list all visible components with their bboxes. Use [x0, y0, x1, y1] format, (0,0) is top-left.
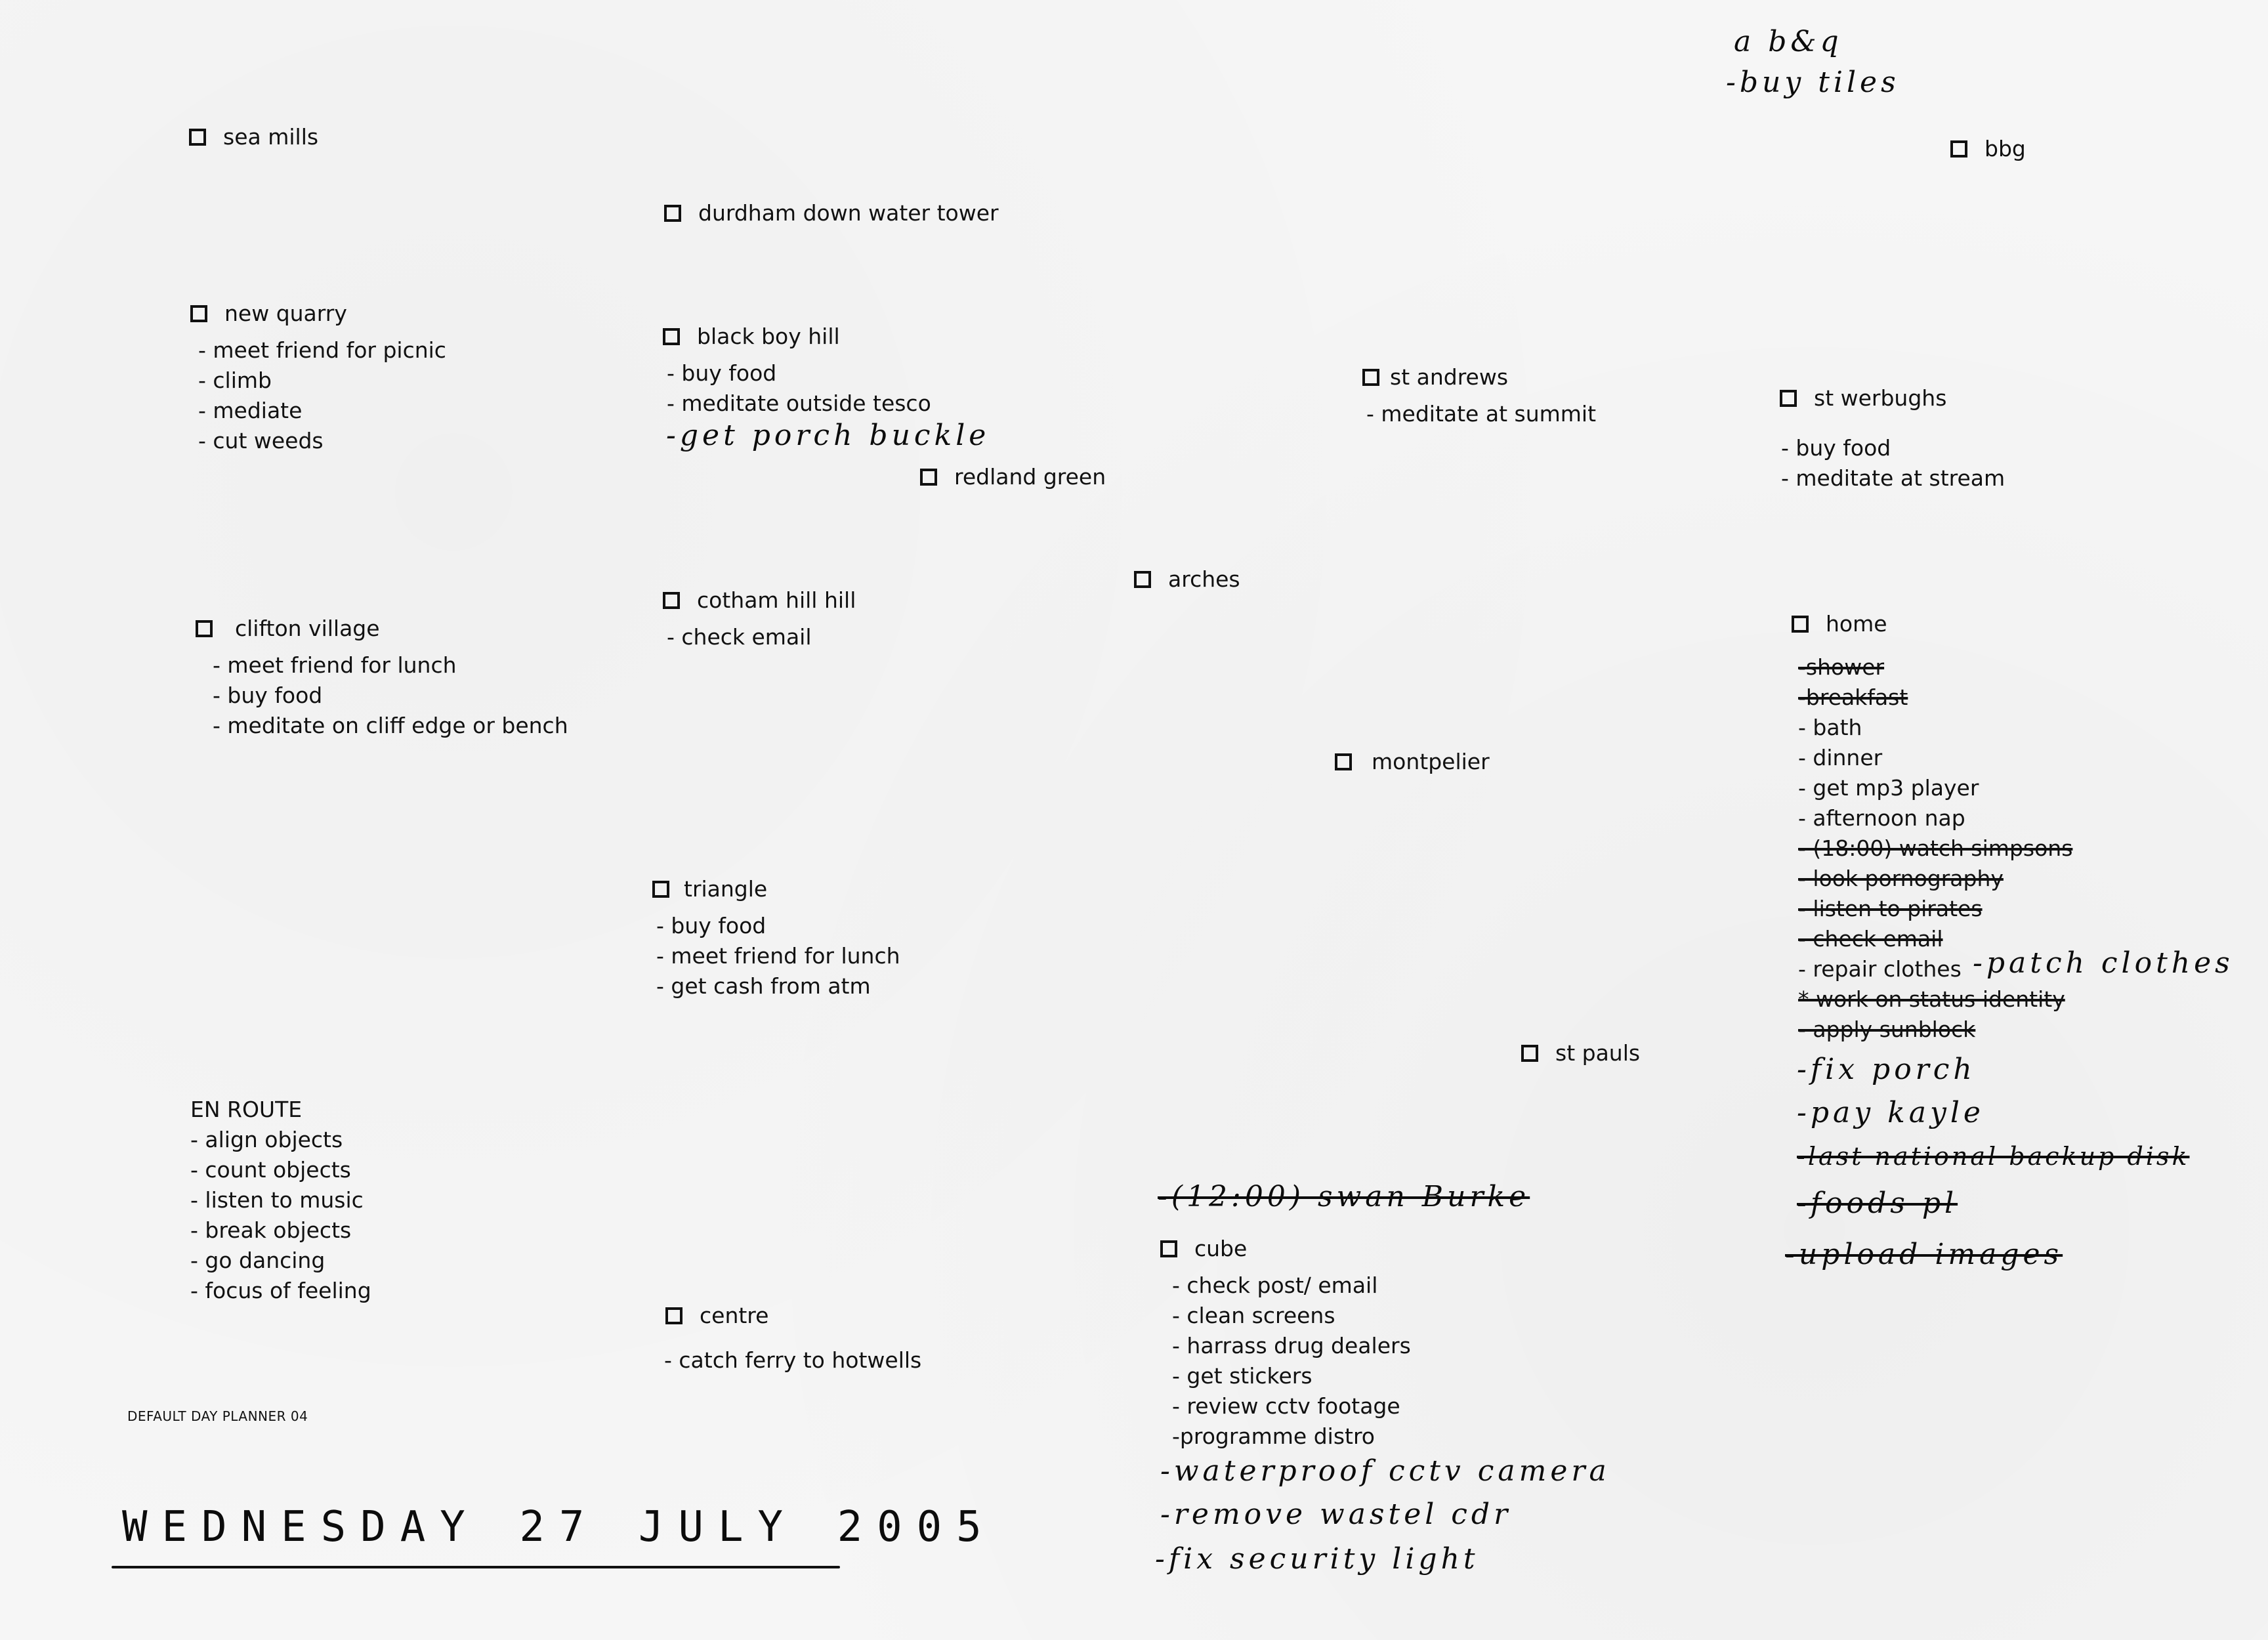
- handwritten-corner-note-line1: a b&q: [1734, 25, 1843, 58]
- task-item: - climb: [198, 368, 272, 393]
- handwritten-date: WEDNESDAY 27 JULY 2005: [122, 1503, 996, 1551]
- date-underline: [112, 1566, 840, 1568]
- handwritten-task: -remove wastel cdr: [1160, 1498, 1512, 1531]
- task-item-struck: -breakfast: [1798, 684, 1908, 710]
- en-route-item: - go dancing: [190, 1248, 326, 1273]
- location-name: clifton village: [235, 616, 380, 641]
- location-st-pauls: [1521, 1038, 1640, 1068]
- task-item: - review cctv footage: [1172, 1393, 1400, 1419]
- location-black-boy-hill: [663, 322, 931, 419]
- task-item: - repair clothes: [1798, 956, 1962, 982]
- location-name: black boy hill: [697, 324, 840, 349]
- location-name: durdham down water tower: [698, 200, 999, 226]
- handwritten-struck-task: -(12:00) swan Burke: [1158, 1180, 1530, 1213]
- task-item-struck: - check email: [1798, 926, 1943, 952]
- checkbox[interactable]: [189, 129, 206, 146]
- task-item: - get cash from atm: [656, 973, 871, 999]
- en-route-item: - focus of feeling: [190, 1278, 371, 1303]
- location-arches: [1134, 564, 1240, 595]
- task-item: - buy food: [656, 913, 766, 938]
- en-route-item: - count objects: [190, 1157, 351, 1183]
- location-name: arches: [1168, 566, 1240, 592]
- task-item: - buy food: [213, 683, 323, 708]
- planner-label: DEFAULT DAY PLANNER 04: [127, 1408, 308, 1424]
- handwritten-task: -get porch buckle: [666, 419, 990, 452]
- location-name: st pauls: [1555, 1040, 1641, 1066]
- task-item-struck: - (18:00) watch simpsons: [1798, 835, 2073, 861]
- location-bbg: [1950, 134, 2026, 164]
- task-item-struck: - listen to pirates: [1798, 896, 1983, 921]
- location-name: redland green: [954, 464, 1106, 490]
- handwritten-task: -patch clothes: [1973, 946, 2234, 980]
- task-item: - check post/ email: [1172, 1272, 1378, 1298]
- location-name: triangle: [684, 876, 768, 902]
- location-triangle: [652, 874, 900, 1001]
- handwritten-task: -fix security light: [1155, 1542, 1479, 1576]
- location-clifton-village: [196, 614, 568, 741]
- task-item: - buy food: [1781, 435, 1891, 461]
- location-st-werburghs: [1780, 383, 2005, 494]
- location-name: home: [1826, 611, 1887, 637]
- checkbox[interactable]: [1160, 1240, 1177, 1257]
- task-item-struck: * work on status identity: [1798, 986, 2065, 1012]
- task-item: - meditate at stream: [1781, 465, 2006, 491]
- checkbox[interactable]: [1521, 1045, 1538, 1062]
- checkbox[interactable]: [663, 592, 680, 609]
- task-item: - dinner: [1798, 745, 1883, 770]
- task-item: - meet friend for lunch: [213, 652, 457, 678]
- checkbox[interactable]: [920, 469, 937, 486]
- checkbox[interactable]: [190, 305, 207, 322]
- task-item: - cut weeds: [198, 428, 324, 453]
- location-sea-mills: [189, 122, 318, 152]
- task-item: - meet friend for picnic: [198, 337, 446, 363]
- location-montpelier: [1335, 747, 1490, 777]
- location-name: st werbughs: [1814, 385, 1947, 411]
- en-route-list: [190, 1095, 371, 1306]
- handwritten-task-struck: -foods pl: [1797, 1187, 1958, 1220]
- task-item: - meditate outside tesco: [667, 390, 931, 416]
- checkbox[interactable]: [664, 205, 681, 222]
- task-item: - buy food: [667, 360, 777, 386]
- location-cotham-hill-hill: [663, 585, 856, 652]
- en-route-item: - break objects: [190, 1217, 352, 1243]
- checkbox[interactable]: [665, 1307, 682, 1324]
- en-route-title: EN ROUTE: [190, 1097, 303, 1122]
- task-item: -programme distro: [1172, 1423, 1375, 1449]
- task-item-struck: - look pornography: [1798, 866, 2004, 891]
- location-name: cotham hill hill: [697, 587, 856, 613]
- task-item: - clean screens: [1172, 1303, 1335, 1328]
- handwritten-task: -pay kayle: [1797, 1096, 1984, 1129]
- checkbox[interactable]: [1134, 571, 1151, 588]
- handwritten-task: -fix porch: [1797, 1053, 1976, 1086]
- en-route-item: - align objects: [190, 1127, 343, 1152]
- task-item: - harrass drug dealers: [1172, 1333, 1411, 1358]
- location-name: centre: [700, 1303, 769, 1328]
- task-item-struck: -shower: [1798, 654, 1885, 680]
- location-durdham-down-water-tower: [664, 198, 999, 228]
- handwritten-task: -waterproof cctv camera: [1160, 1454, 1610, 1488]
- checkbox[interactable]: [663, 328, 680, 345]
- location-st-andrews: [1362, 362, 1596, 429]
- location-redland-green: [920, 462, 1106, 492]
- task-item: - get stickers: [1172, 1363, 1312, 1389]
- task-item: - meditate on cliff edge or bench: [213, 713, 568, 738]
- task-item: - check email: [667, 624, 812, 650]
- checkbox[interactable]: [652, 881, 669, 898]
- handwritten-task-struck: -upload images: [1785, 1238, 2063, 1271]
- task-item: - afternoon nap: [1798, 805, 1965, 831]
- handwritten-corner-note-line2: -buy tiles: [1726, 66, 1900, 99]
- task-item: - meet friend for lunch: [656, 943, 900, 969]
- task-item: - get mp3 player: [1798, 775, 1979, 801]
- location-name: bbg: [1984, 136, 2026, 161]
- location-name: cube: [1194, 1236, 1248, 1261]
- en-route-item: - listen to music: [190, 1187, 364, 1213]
- task-item: - meditate at summit: [1366, 401, 1597, 427]
- location-name: new quarry: [224, 301, 347, 326]
- task-item: - catch ferry to hotwells: [664, 1347, 922, 1373]
- task-item: - bath: [1798, 715, 1862, 740]
- task-item-struck: - apply sunblock: [1798, 1017, 1976, 1042]
- checkbox[interactable]: [1792, 616, 1809, 633]
- checkbox[interactable]: [196, 620, 213, 637]
- location-centre: [665, 1301, 921, 1376]
- checkbox[interactable]: [1362, 369, 1379, 386]
- task-item: - mediate: [198, 398, 303, 423]
- location-cube: [1160, 1234, 1411, 1452]
- location-name: montpelier: [1372, 749, 1490, 774]
- checkbox[interactable]: [1950, 140, 1967, 158]
- location-name: sea mills: [223, 124, 319, 150]
- location-name: st andrews: [1390, 364, 1509, 390]
- checkbox[interactable]: [1780, 390, 1797, 407]
- checkbox[interactable]: [1335, 753, 1352, 770]
- location-new-quarry: [190, 299, 446, 456]
- handwritten-task-struck: -last national backup disk: [1797, 1142, 2190, 1171]
